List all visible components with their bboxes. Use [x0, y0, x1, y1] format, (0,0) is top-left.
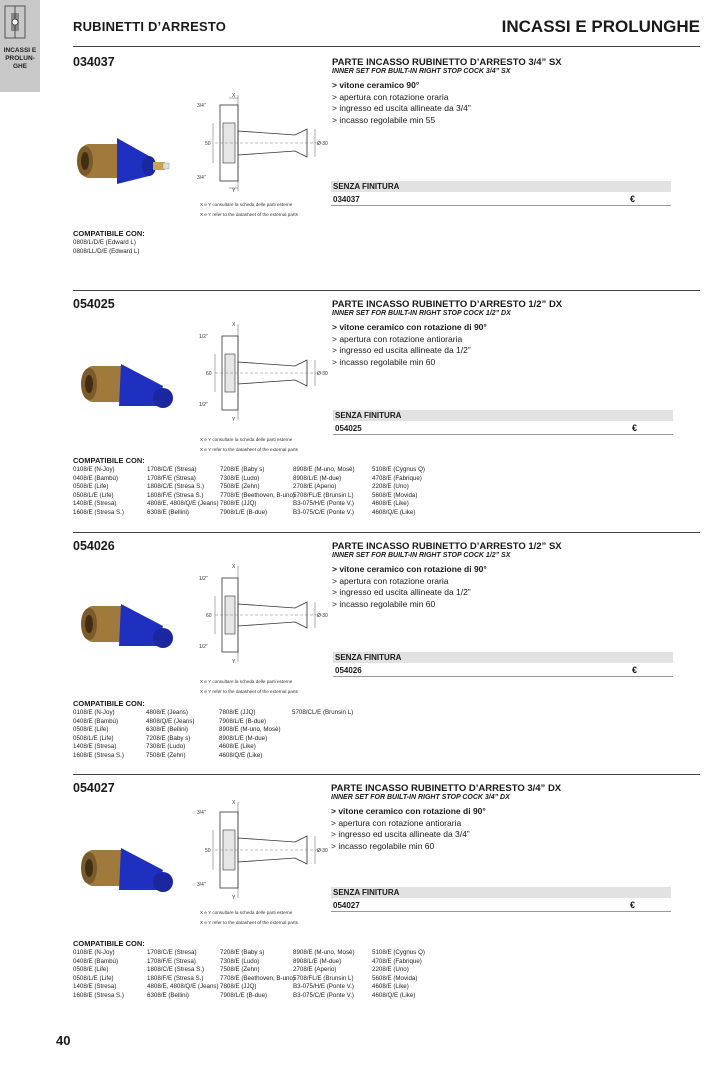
dim-x-label: X: [232, 564, 236, 570]
dim-diameter-label: Ø 30: [317, 371, 328, 377]
compat-item: 0108/E (N-Joy): [73, 949, 115, 956]
compat-item: 4708/E (Fabrique): [372, 474, 422, 482]
page-number: 40: [56, 1033, 71, 1048]
thread-label-top: 3/4”: [197, 103, 206, 109]
compat-item: 0508/L/E (Life): [73, 974, 114, 982]
feature-item: > incasso regolabile min 60: [332, 598, 436, 609]
side-tab-line-3: GHE: [12, 63, 28, 70]
compat-column: [73, 466, 147, 518]
product-section-034037: [73, 48, 700, 288]
section-divider: [73, 290, 700, 291]
feature-item: > incasso regolabile min 55: [332, 114, 436, 125]
compat-item: 1608/E (Stresa S.): [73, 751, 124, 759]
section-divider: [73, 532, 700, 533]
product-title: PARTE INCASSO RUBINETTO D’ARRESTO 3/4” SX: [332, 57, 562, 68]
compat-column: [220, 466, 293, 518]
compat-item: 1708/F/E (Stresa): [147, 474, 196, 482]
feature-item: > apertura con rotazione oraria: [332, 91, 449, 102]
finish-code: 054026: [335, 666, 362, 675]
compat-item: 1708/C/E (Stresa): [147, 949, 197, 956]
compat-item: B3-075/C/E (Ponte V.): [293, 508, 354, 516]
compat-item: 8908/L/E (M-due): [293, 957, 342, 965]
dim-y-label: Y: [232, 895, 236, 900]
thread-label-top: 1/2”: [199, 334, 208, 340]
technical-drawing: [195, 564, 335, 664]
page-category-title: RUBINETTI D’ARRESTO: [73, 19, 227, 34]
compat-column: [220, 949, 293, 1001]
compat-item: 2208/E (Uno): [372, 966, 409, 974]
compat-item: 0508/L/E (Life): [73, 734, 114, 742]
note-it: X e Y consultare la scheda delle parti esterne: [200, 910, 293, 915]
drawing-note: [200, 677, 298, 697]
dim-diameter-label: Ø 30: [317, 141, 328, 147]
compat-item: 0108/E (N-Joy): [73, 466, 115, 473]
compat-item: 7308/E (Ludo): [220, 474, 260, 482]
compat-item: 7708/E (Beethoven, B-uno): [220, 974, 295, 982]
compat-item: 7808/E (JJQ): [220, 500, 257, 508]
compat-item: 7208/E (Baby s): [220, 949, 265, 956]
compat-item: 6308/E (Bellini): [147, 508, 189, 516]
section-divider: [73, 774, 700, 775]
drawing-note: [200, 200, 298, 220]
product-code: 054027: [73, 781, 115, 795]
compat-item: B3-075/H/E (Ponte V.): [293, 500, 354, 508]
compat-item: B3-075/C/E (Ponte V.): [293, 991, 354, 999]
dim-y-label: Y: [232, 188, 236, 193]
compat-item: 4808/E (Jeans): [146, 709, 188, 716]
compat-item: 0508/L/E (Life): [73, 491, 114, 499]
compat-grid: [73, 949, 425, 1001]
compat-item: 7508/E (Zehn): [220, 966, 260, 974]
dim-height-label: 60: [206, 613, 212, 619]
compat-item: 4608/E (Like): [372, 983, 409, 991]
compat-item: 5108/E (Cygnus Q): [372, 949, 425, 956]
finish-header: SENZA FINITURA: [333, 410, 673, 421]
product-photo: [75, 834, 175, 904]
compat-item: 1808/C/E (Stresa S.): [147, 966, 205, 974]
valve-schematic-icon: [3, 3, 29, 41]
feature-list: [332, 564, 487, 610]
compat-item: 7908/L/E (B-due): [220, 991, 268, 999]
dim-diameter-label: Ø 30: [317, 848, 328, 854]
compat-title: COMPATIBILE CON:: [73, 456, 145, 465]
compat-item: 5108/E (Cygnus Q): [372, 466, 425, 473]
compat-item: 7708/E (Beethoven, B-uno): [220, 491, 295, 499]
finish-code: 034037: [333, 195, 360, 204]
thread-label-top: 1/2”: [199, 576, 208, 582]
product-title: PARTE INCASSO RUBINETTO D’ARRESTO 3/4” DX: [331, 783, 562, 794]
compat-column: [372, 466, 425, 518]
product-code: 034037: [73, 55, 115, 69]
note-it: X e Y consultare la scheda delle parti esterne: [200, 679, 293, 684]
compat-item: 1608/E (Stresa S.): [73, 508, 124, 516]
compat-item: 5708/FL/E (Brunsin L): [293, 974, 354, 982]
feature-item: > vitone ceramico con rotazione di 90°: [332, 564, 487, 574]
product-title: PARTE INCASSO RUBINETTO D’ARRESTO 1/2” DX: [332, 299, 563, 310]
feature-list: [331, 806, 486, 852]
compat-item: 2708/E (Aperio): [293, 483, 337, 491]
price-symbol: €: [631, 423, 637, 433]
compat-item: 0808/L/D/E (Edward L): [73, 239, 136, 246]
compat-item: 4608/Q/E (Like): [219, 751, 263, 759]
compat-item: 5708/FL/E (Brunsin L): [293, 491, 354, 499]
header-divider: [73, 46, 700, 47]
note-en: X e Y refer to the datasheet of the external parts: [200, 212, 298, 217]
dim-x-label: X: [232, 800, 236, 806]
technical-drawing: [195, 800, 335, 900]
compat-column: [73, 239, 139, 256]
finish-row: [333, 423, 673, 435]
dim-diameter-label: Ø 30: [317, 613, 328, 619]
finish-header: SENZA FINITURA: [331, 887, 671, 898]
feature-list: [332, 80, 471, 126]
compat-grid: [73, 709, 353, 761]
side-tab-line-1: INCASSI E: [3, 47, 37, 54]
feature-item: > incasso regolabile min 60: [332, 356, 436, 367]
page-section-title: INCASSI E PROLUNGHE: [501, 17, 700, 36]
compat-item: 1408/E (Stresa): [73, 743, 117, 751]
compat-item: 0808/LL/D/E (Edward L): [73, 247, 140, 255]
feature-item: > apertura con rotazione antioraria: [332, 333, 463, 344]
feature-item: > vitone ceramico 90°: [332, 80, 420, 90]
compat-item: 8908/E (M-uno, Mosè): [293, 949, 355, 956]
compat-column: [293, 949, 372, 1001]
note-en: X e Y refer to the datasheet of the external parts: [200, 689, 298, 694]
compat-item: 4608/Q/E (Like): [372, 508, 416, 516]
product-code: 054026: [73, 539, 115, 553]
product-photo: [75, 350, 175, 420]
price-symbol: €: [629, 900, 635, 910]
technical-drawing: [195, 322, 335, 422]
product-photo: [75, 126, 175, 196]
dim-height-label: 50: [205, 848, 211, 854]
feature-list: [332, 322, 487, 368]
compat-item: 1408/E (Stresa): [73, 983, 117, 991]
compat-item: 1708/C/E (Stresa): [147, 466, 197, 473]
compat-item: 8908/L/E (M-due): [219, 734, 268, 742]
feature-item: > apertura con rotazione oraria: [332, 575, 449, 586]
compat-item: 4708/E (Fabrique): [372, 957, 422, 965]
compat-item: 2708/E (Aperio): [293, 966, 337, 974]
compat-item: 7808/E (JJQ): [220, 983, 257, 991]
compat-item: 4608/E (Like): [372, 500, 409, 508]
compat-title: COMPATIBILE CON:: [73, 939, 145, 948]
drawing-note: [200, 908, 298, 928]
compat-column: [372, 949, 425, 1001]
product-subtitle: INNER SET FOR BUILT-IN RIGHT STOP COCK 3/4” SX: [332, 68, 511, 75]
compat-item: 7908/L/E (B-due): [219, 717, 267, 725]
dim-height-label: 50: [205, 141, 211, 147]
dim-height-label: 60: [206, 371, 212, 377]
compat-item: 4808/E, 4808/Q/E (Jeans): [147, 500, 219, 508]
thread-label-bottom: 3/4”: [197, 175, 206, 181]
compat-item: 8908/L/E (M-due): [293, 474, 342, 482]
technical-drawing: [195, 93, 335, 193]
note-it: X e Y consultare la scheda delle parti esterne: [200, 437, 293, 442]
product-subtitle: INNER SET FOR BUILT-IN RIGHT STOP COCK 1/2” SX: [332, 552, 511, 559]
finish-header: SENZA FINITURA: [333, 652, 673, 663]
note-en: X e Y refer to the datasheet of the external parts: [200, 447, 298, 452]
side-tab: [0, 0, 40, 92]
compat-item: 7308/E (Ludo): [146, 743, 186, 751]
compat-item: 1708/F/E (Stresa): [147, 957, 196, 965]
compat-item: 8908/E (M-uno, Mosè): [219, 726, 281, 734]
thread-label-bottom: 3/4”: [197, 882, 206, 888]
compat-item: 7808/E (JJQ): [219, 709, 256, 716]
compat-column: [73, 709, 146, 761]
compat-item: 5708/CL/E (Brunsin L): [292, 709, 354, 716]
compat-title: COMPATIBILE CON:: [73, 229, 145, 238]
compat-column: [293, 466, 372, 518]
feature-item: > ingresso ed uscita allineate da 1/2”: [332, 587, 471, 597]
finish-header: SENZA FINITURA: [331, 181, 671, 192]
drawing-note: [200, 435, 298, 455]
compat-grid: [73, 466, 425, 518]
compat-item: 7508/E (Zehn): [220, 483, 260, 491]
compat-item: 7908/L/E (B-due): [220, 508, 268, 516]
finish-code: 054025: [335, 424, 362, 433]
compat-item: 6308/E (Bellini): [147, 991, 189, 999]
compat-column: [147, 949, 220, 1001]
compat-item: 0408/E (Bambù): [73, 717, 119, 725]
compat-item: 0508/E (Life): [73, 483, 109, 491]
compat-column: [147, 466, 220, 518]
compat-column: [219, 709, 292, 761]
compat-item: 4808/Q/E (Jeans): [146, 717, 195, 725]
compat-item: 7308/E (Ludo): [220, 957, 260, 965]
product-code: 054025: [73, 297, 115, 311]
compat-item: 4608/Q/E (Like): [372, 991, 416, 999]
compat-item: 1408/E (Stresa): [73, 500, 117, 508]
compat-item: 1808/F/E (Stresa S.): [147, 974, 204, 982]
thread-label-top: 3/4”: [197, 810, 206, 816]
feature-item: > ingresso ed uscita allineate da 1/2”: [332, 345, 471, 355]
finish-code: 054027: [333, 901, 360, 910]
compat-item: 7208/E (Baby s): [146, 734, 191, 742]
compat-item: 1808/F/E (Stresa S.): [147, 491, 204, 499]
finish-row: [333, 665, 673, 677]
feature-item: > ingresso ed uscita allineate da 3/4”: [332, 103, 471, 113]
compat-item: 7508/E (Zehn): [146, 751, 186, 759]
price-symbol: €: [631, 665, 637, 675]
feature-item: > ingresso ed uscita allineate da 3/4”: [331, 829, 470, 839]
compat-column: [146, 709, 219, 761]
product-section-054026: [73, 532, 700, 772]
compat-item: 0108/E (N-Joy): [73, 709, 115, 716]
compat-item: 0508/E (Life): [73, 726, 109, 734]
compat-item: 0408/E (Bambù): [73, 957, 119, 965]
product-section-054027: [73, 774, 700, 1024]
note-en: X e Y refer to the datasheet of the external parts: [200, 920, 298, 925]
compat-item: 2208/E (Uno): [372, 483, 409, 491]
compat-item: 0508/E (Life): [73, 966, 109, 974]
dim-x-label: X: [232, 322, 236, 328]
compat-item: B3-075/H/E (Ponte V.): [293, 983, 354, 991]
thread-label-bottom: 1/2”: [199, 644, 208, 650]
side-tab-label: [0, 47, 40, 71]
compat-item: 5608/E (Movida): [372, 974, 418, 982]
compat-item: 1808/C/E (Stresa S.): [147, 483, 205, 491]
compat-item: 1608/E (Stresa S.): [73, 991, 124, 999]
finish-row: [331, 900, 671, 912]
product-subtitle: INNER SET FOR BUILT-IN RIGHT STOP COCK 1/2” DX: [332, 310, 511, 317]
product-photo: [75, 590, 175, 660]
compat-item: 0408/E (Bambù): [73, 474, 119, 482]
dim-y-label: Y: [232, 417, 236, 422]
dim-x-label: X: [232, 93, 236, 99]
product-title: PARTE INCASSO RUBINETTO D’ARRESTO 1/2” SX: [332, 541, 562, 552]
compat-item: 4608/E (Like): [219, 743, 256, 751]
side-tab-line-2: PROLUN-: [5, 55, 35, 62]
dim-y-label: Y: [232, 659, 236, 664]
note-it: X e Y consultare la scheda delle parti esterne: [200, 202, 293, 207]
product-section-054025: [73, 290, 700, 530]
feature-item: > incasso regolabile min 60: [331, 840, 435, 851]
feature-item: > vitone ceramico con rotazione di 90°: [332, 322, 487, 332]
compat-item: 7208/E (Baby s): [220, 466, 265, 473]
compat-title: COMPATIBILE CON:: [73, 699, 145, 708]
finish-row: [331, 194, 671, 206]
compat-item: 5608/E (Movida): [372, 491, 418, 499]
feature-item: > vitone ceramico con rotazione di 90°: [331, 806, 486, 816]
price-symbol: €: [629, 194, 635, 204]
compat-item: 8908/E (M-uno, Mosè): [293, 466, 355, 473]
compat-column: [292, 709, 353, 761]
product-subtitle: INNER SET FOR BUILT-IN RIGHT STOP COCK 3/4” DX: [331, 794, 510, 801]
compat-column: [73, 949, 147, 1001]
feature-item: > apertura con rotazione antioraria: [331, 817, 462, 828]
thread-label-bottom: 1/2”: [199, 402, 208, 408]
compat-grid: [73, 239, 139, 256]
compat-item: 6308/E (Bellini): [146, 726, 188, 734]
compat-item: 4808/E, 4808/Q/E (Jeans): [147, 983, 219, 991]
